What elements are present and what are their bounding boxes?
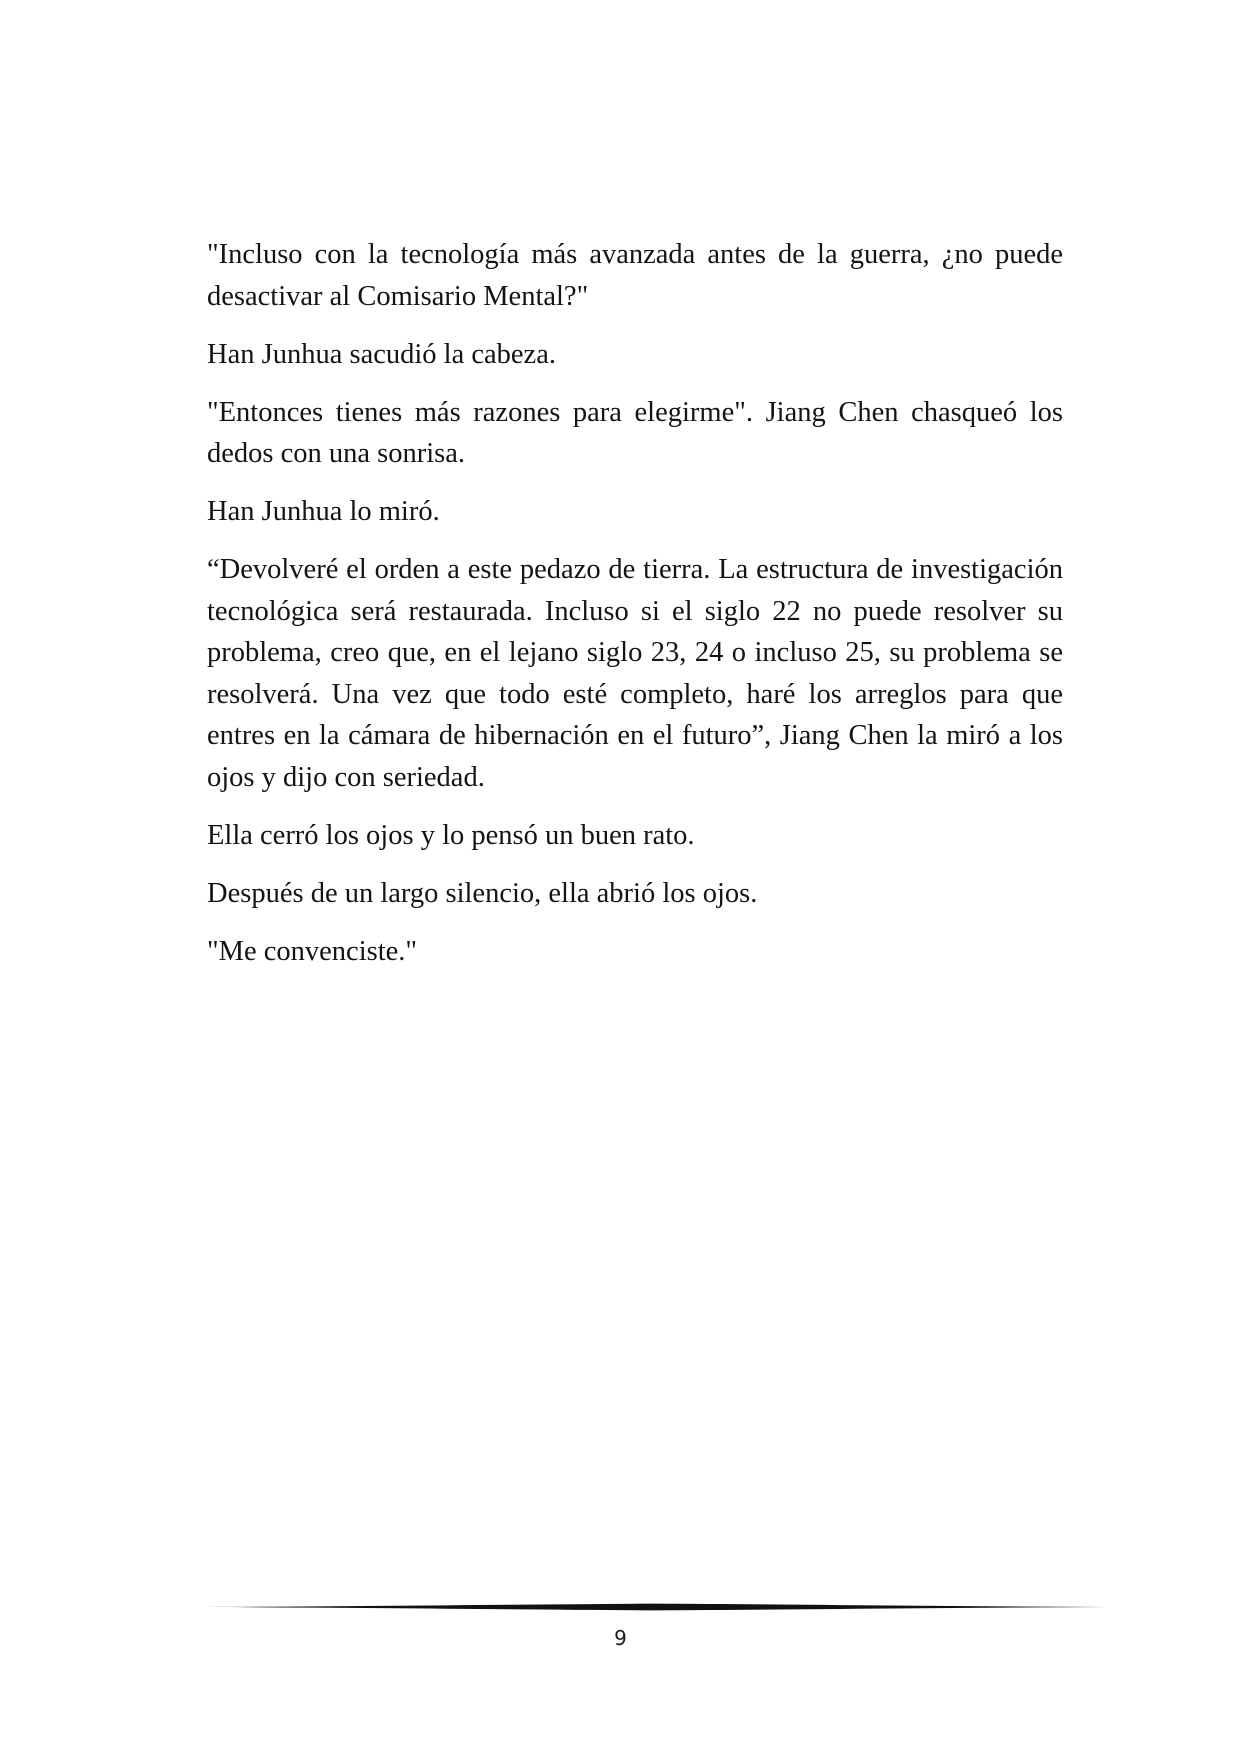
paragraph-5: “Devolveré el orden a este pedazo de tierra. La estructura de investigación tecnológica será restaurada. Incluso si el siglo 22 no puede resolver su problema, creo que, en el lejano siglo 23, 24 o incluso 25, su problema se resolverá. Una vez que todo esté completo, haré los arreglos para que entres en la cámara de hibernación en el futuro”, Jiang Chen la miró a los ojos y dijo con seriedad.	[207, 554, 1063, 793]
paragraph-7: Después de un largo silencio, ella abrió los ojos.	[207, 877, 758, 909]
body-text	[207, 234, 1063, 989]
paragraph-1: "Incluso con la tecnología más avanzada antes de la guerra, ¿no puede desactivar al Comisario Mental?"	[207, 239, 1063, 312]
paragraph-2: Han Junhua sacudió la cabeza.	[207, 338, 556, 370]
paragraph-6: Ella cerró los ojos y lo pensó un buen rato.	[207, 819, 695, 851]
footer-divider	[207, 1600, 1107, 1614]
paragraph-3: "Entonces tienes más razones para elegirme". Jiang Chen chasqueó los dedos con una sonrisa.	[207, 396, 1063, 469]
paragraph-8: "Me convenciste."	[207, 935, 418, 967]
page-number: 9	[614, 1626, 627, 1650]
paragraph-4: Han Junhua lo miró.	[207, 496, 440, 527]
